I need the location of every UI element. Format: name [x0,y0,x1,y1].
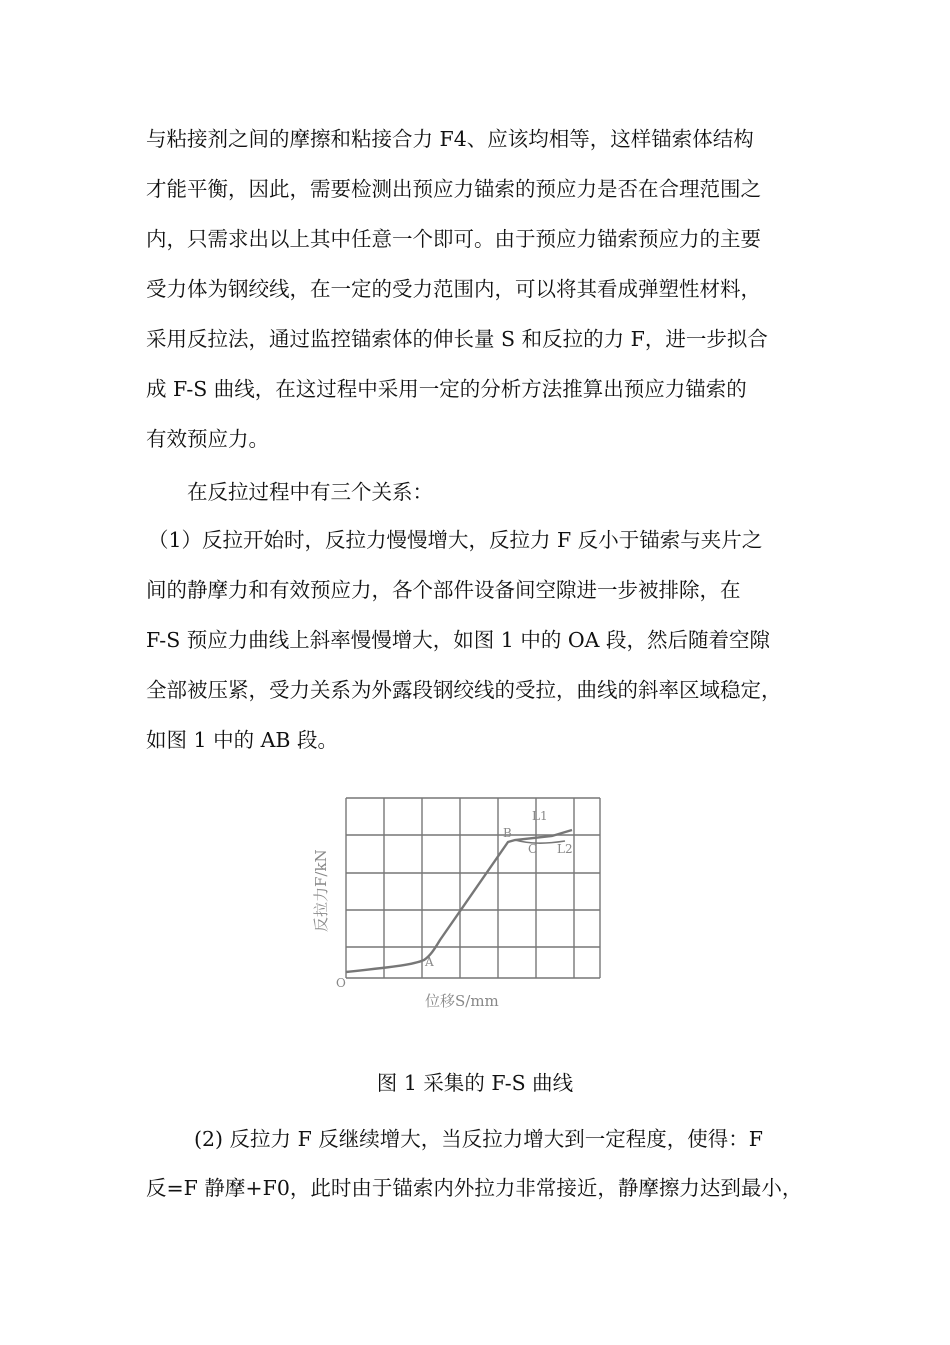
x-axis-label: 位移S/mm [425,992,499,1010]
point-label-c: C [528,842,538,856]
paragraph-line: 全部被压紧，受力关系为外露段钢绞线的受拉，曲线的斜率区域稳定， [146,678,782,702]
paragraph-line: 在反拉过程中有三个关系： [187,480,433,504]
figure-caption: 图 1 采集的 F-S 曲线 [376,1071,574,1095]
paragraph-line: 采用反拉法，通过监控锚索体的伸长量 S 和反拉的力 F，进一步拟合 [146,327,768,351]
point-label-a: A [425,955,434,969]
y-axis-label: 反拉力F/kN [312,849,330,932]
fs-curve-plot [300,792,616,1032]
paragraph-line: 受力体为钢绞线，在一定的受力范围内，可以将其看成弹塑性材料， [146,277,761,301]
fs-curve-figure [300,792,616,1032]
paragraph-line: 反=F 静摩+F0，此时由于锚索内外拉力非常接近，静摩擦力达到最小， [146,1176,803,1200]
point-label-b: B [503,826,512,840]
line-label-l2: L2 [557,842,573,856]
paragraph-line: 才能平衡，因此，需要检测出预应力锚索的预应力是否在合理范围之 [146,177,761,201]
paragraph-line: 内，只需求出以上其中任意一个即可。由于预应力锚索预应力的主要 [146,227,761,251]
paragraph-line: F-S 预应力曲线上斜率慢慢增大，如图 1 中的 OA 段，然后随着空隙 [146,628,771,652]
paragraph-line: 有效预应力。 [146,427,269,451]
paragraph-line: 如图 1 中的 AB 段。 [146,728,338,752]
plot-grid [346,798,600,978]
paragraph-line: 间的静摩力和有效预应力，各个部件设备间空隙进一步被排除，在 [146,578,741,602]
paragraph-line: （1）反拉开始时，反拉力慢慢增大，反拉力 F 反小于锚索与夹片之 [148,528,763,552]
paragraph-line: 与粘接剂之间的摩擦和粘接合力 F4、应该均相等，这样锚索体结构 [146,127,754,151]
line-label-l1: L1 [532,809,548,823]
fs-curve [346,830,572,972]
paragraph-line: (2) 反拉力 F 反继续增大，当反拉力增大到一定程度，使得：F [194,1127,764,1151]
paragraph-line: 成 F-S 曲线，在这过程中采用一定的分析方法推算出预应力锚索的 [146,377,747,401]
point-label-o: O [336,976,346,990]
